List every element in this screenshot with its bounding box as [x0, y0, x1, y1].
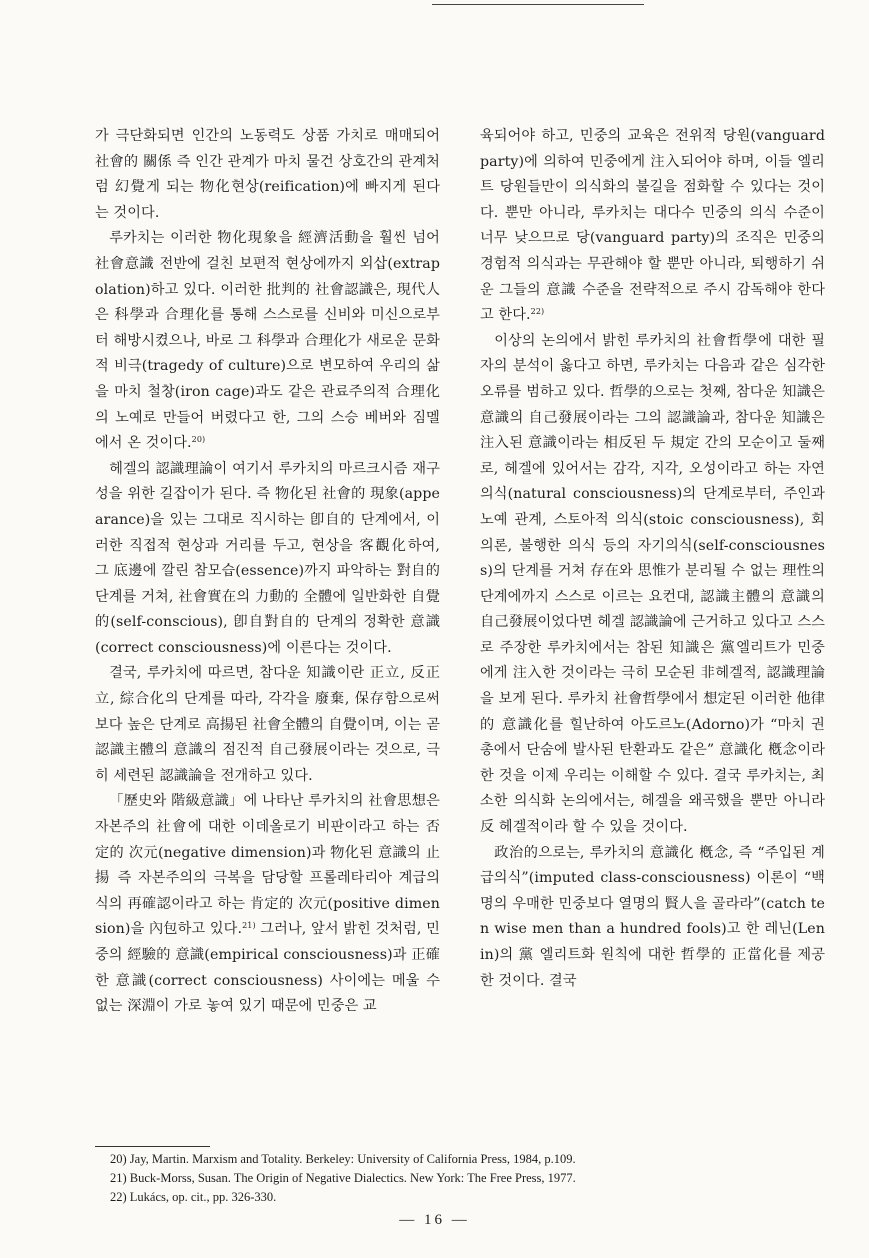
footnote-ref: 22) — [530, 307, 545, 317]
footnote-22: 22) Lukács, op. cit., pp. 326-330. — [110, 1190, 277, 1204]
paragraph-with-note-23 — [480, 841, 825, 995]
footnote-21: 21) Buck-Morss, Susan. The Origin of Negative Dialectics. New York: The Free Press, 1977. — [110, 1171, 576, 1185]
paragraph-with-note-21 — [95, 789, 440, 1019]
footnote-ref: 21) — [242, 921, 256, 931]
top-rule — [432, 4, 644, 5]
left-column — [95, 124, 440, 1020]
page-number: — 16 — — [399, 1212, 470, 1228]
paragraph: 가 극단화되면 인간의 노동력도 상품 가치로 매매되어 社會的 關係 즉 인간 관계가 마치 물건 상호간의 관계처럼 幻覺게 되는 物化현상(reification)에 빠지게 된다는 것이다. — [95, 128, 440, 221]
paragraph-with-note-20 — [95, 226, 440, 456]
paragraph-text: 政治的으로는, 루카치의 意識化 槪念, 즉 “주입된 계급의식”(imputed class-consciousness) 이론이 “백명의 우매한 민중보다 열명의 賢人을 골라라”(catch ten wise men than a hundred fools)고 한 레닌(Lenin)의 黨 엘리트화 원칙에 대한 哲學的 正當化를 제공한 것이다. 결국 — [480, 844, 825, 989]
footnote-20: 20) Jay, Martin. Marxism and Totality. Berkeley: University of California Press, 1984, p.109. — [110, 1152, 576, 1166]
footnote-ref: 20) — [191, 435, 206, 445]
footnotes — [110, 1150, 830, 1207]
paragraph: 결국, 루카치에 따르면, 참다운 知識이란 正立, 反正立, 綜合化의 단계를 따라, 각각을 廢棄, 保存함으로써 보다 높은 단계로 高揚된 社會全體의 自覺이며, 이는 곧 認識主體의 意識의 점진적 自己發展이라는 것으로, 극히 세련된 認識論을 전개하고 있다. — [95, 665, 440, 784]
paragraph-text-cont: 그러나, 앞서 밝힌 것처럼, 민중의 經驗的 意識(empirical consciousness)과 正確한 意識(correct consciousness) 사이에는 메울 수 없는 深淵이 가로 놓여 있기 때문에 민중은 교 — [95, 921, 440, 1015]
paragraph-text: 「歷史와 階級意識」에 나타난 루카치의 社會思想은 자본주의 社會에 대한 이데올로기 비판이라고 하는 否定的 次元(negative dimension)과 物化된 意識의 止揚 즉 자본주의의 극복을 담당할 프롤레타리아 계급의식의 再確認이라고 하는 肯定的 次元(positive dimension)을 內包하고 있다. — [95, 793, 440, 938]
paragraph-text: 육되어야 하고, 민중의 교육은 전위적 당원(vanguard party)에 의하여 민중에게 注入되어야 하며, 이들 엘리트 당원들만이 의식화의 불길을 점화할 수 있다는 것이다. 뿐만 아니라, 루카치는 대다수 민중의 의식 수준이 너무 낮으므로 당(vanguard party)의 조직은 민중의 경험적 의식과는 무관해야 할 뿐만 아니라, 퇴행하기 쉬운 그들의 意識 수준을 전략적으로 주시 감독해야 한다고 한다. — [480, 128, 825, 324]
footnote-rule — [95, 1146, 210, 1147]
paragraph-with-note-22 — [480, 124, 825, 329]
paragraph: 이상의 논의에서 밝힌 루카치의 社會哲學에 대한 필자의 분석이 옳다고 하면, 루카치는 다음과 같은 심각한 오류를 범하고 있다. 哲學的으로는 첫째, 참다운 知識은 意識의 自己發展이라는 그의 認識論과, 참다운 知識은 注入된 意識이라는 相反된 두 規定 간의 모순이고 둘째로, 헤겔에 있어서는 감각, 지각, 오성이라고 하는 자연의식(natural consciousness)의 단계로부터, 주인과 노예 관계, 스토아적 의식(stoic consciousness), 회의론, 불행한 의식 등의 자기의식(self-consciousness)의 단계를 거쳐 存在와 思惟가 분리될 수 없는 理性의 단계에까지 스스로 이르는 요컨대, 認識主體의 意識의 自己發展이었다면 헤겔 認識論에 근거하고 있다고 스스로 주장한 루카치에서는 참된 知識은 黨엘리트가 민중에게 注入한 것이라는 극히 모순된 非헤겔적, 認識理論을 보게 된다. 루카치 社會哲學에서 想定된 이러한 他律的 意識化를 힐난하여 아도르노(Adorno)가 “마치 권총에서 단숨에 발사된 탄환과도 같은” 意識化 槪念이라 한 것을 이제 우리는 이해할 수 있다. 결국 루카치는, 최소한 의식화 논의에서는, 헤겔을 왜곡했을 뿐만 아니라 反 헤겔적이라 할 수 있을 것이다. — [480, 332, 825, 836]
right-column — [480, 124, 825, 994]
paragraph-text: 루카치는 이러한 物化現象을 經濟活動을 훨씬 넘어 社會意識 전반에 걸친 보편적 현상에까지 외삽(extrapolation)하고 있다. 이러한 批判的 社會認識은, 現代人은 科學과 合理化를 통해 스스로를 신비와 미신으로부터 해방시켰으나, 바로 그 科學과 合理化가 새로운 문화적 비극(tragedy of culture)으로 변모하여 우리의 삶을 마치 철창(iron cage)과도 같은 관료주의적 合理化의 노예로 만들어 버렸다고 한, 그의 스승 베버와 짐멜에서 온 것이다. — [95, 230, 440, 452]
paragraph: 헤겔의 認識理論이 여기서 루카치의 마르크시즘 재구성을 위한 길잡이가 된다. 즉 物化된 社會的 現象(appearance)을 있는 그대로 직시하는 卽自的 단계에서, 이러한 직접적 현상과 거리를 두고, 현상을 客觀化하여, 그 底邊에 깔린 참모습(essence)까지 파악하는 對自的 단계를 거쳐, 社會實在의 力動的 全體에 일반화한 自覺的(self-conscious), 卽自對自的 단계의 정확한 意識(correct consciousness)에 이른다는 것이다. — [95, 460, 440, 656]
